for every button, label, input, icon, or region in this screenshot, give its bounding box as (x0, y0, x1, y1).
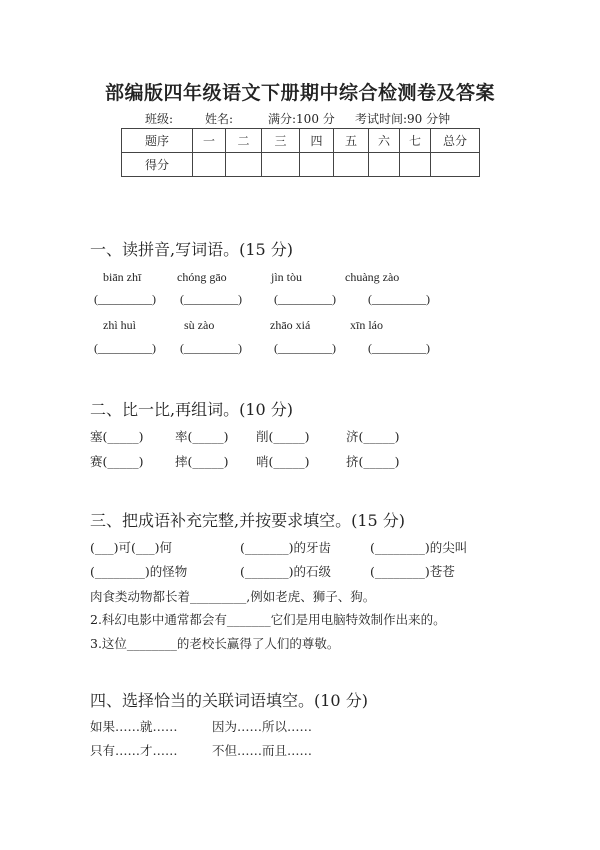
section-3-heading: 三、把成语补充完整,并按要求填空。(15 分) (90, 511, 406, 530)
score-input-cell[interactable] (431, 153, 480, 177)
score-header-cell: 二 (226, 129, 262, 153)
answer-blank[interactable]: (_________) (94, 341, 156, 355)
fill-sentence[interactable]: 3.这位________的老校长赢得了人们的尊敬。 (90, 636, 340, 651)
pinyin-item: xīn láo (350, 318, 383, 332)
pinyin-item: chuàng zào (345, 270, 400, 284)
score-input-cell[interactable] (400, 153, 431, 177)
score-input-cell[interactable] (334, 153, 369, 177)
pinyin-item: zhāo xiá (270, 318, 311, 332)
score-header-cell: 一 (193, 129, 226, 153)
idiom-item[interactable]: (_______)的牙齿 (240, 540, 332, 555)
compare-item[interactable]: 挤(_____) (346, 454, 400, 469)
section-1-heading: 一、读拼音,写词语。(15 分) (90, 240, 294, 259)
score-header-cell: 四 (300, 129, 334, 153)
full-score-label: 满分:100 分 (268, 112, 335, 126)
score-input-cell[interactable] (369, 153, 400, 177)
class-label: 班级: (145, 112, 174, 126)
compare-item[interactable]: 济(_____) (346, 429, 400, 444)
idiom-item[interactable]: (________)的怪物 (90, 564, 188, 579)
answer-blank[interactable]: (_________) (274, 341, 336, 355)
idiom-item[interactable]: (_______)的石级 (240, 564, 332, 579)
page-title: 部编版四年级语文下册期中综合检测卷及答案 (104, 82, 495, 104)
answer-blank[interactable]: (_________) (180, 292, 242, 306)
conjunction-item: 不但……而且…… (212, 743, 313, 758)
compare-item[interactable]: 削(_____) (256, 429, 310, 444)
score-header-cell: 六 (369, 129, 400, 153)
answer-blank[interactable]: (_________) (368, 341, 430, 355)
compare-item[interactable]: 率(_____) (175, 429, 229, 444)
section-4-heading: 四、选择恰当的关联词语填空。(10 分) (90, 691, 368, 710)
pinyin-item: chóng gāo (177, 270, 227, 284)
answer-blank[interactable]: (_________) (180, 341, 242, 355)
score-header-cell: 七 (400, 129, 431, 153)
compare-item[interactable]: 哨(_____) (256, 454, 310, 469)
score-input-cell[interactable] (262, 153, 300, 177)
pinyin-item: jìn tòu (271, 270, 303, 284)
score-table-header-row (122, 129, 480, 153)
conjunction-item: 如果……就…… (90, 719, 178, 734)
answer-blank[interactable]: (_________) (94, 292, 156, 306)
section-2-heading: 二、比一比,再组词。(10 分) (90, 400, 294, 419)
score-input-cell[interactable] (193, 153, 226, 177)
score-header-cell: 五 (334, 129, 369, 153)
conjunction-item: 只有……才…… (90, 743, 178, 758)
conjunction-item: 因为……所以…… (212, 719, 313, 734)
idiom-item[interactable]: (___)可(___)何 (90, 540, 173, 555)
fill-sentence[interactable]: 2.科幻电影中通常都会有_______它们是用电脑特效制作出来的。 (90, 612, 446, 627)
compare-item[interactable]: 摔(_____) (175, 454, 229, 469)
score-table (121, 128, 480, 177)
answer-blank[interactable]: (_________) (274, 292, 336, 306)
idiom-item[interactable]: (________)苍苍 (370, 564, 455, 579)
score-input-cell[interactable] (300, 153, 334, 177)
fill-sentence[interactable]: 肉食类动物都长着_________,例如老虎、狮子、狗。 (90, 589, 376, 604)
score-header-cell: 三 (262, 129, 300, 153)
score-row-label: 得分 (122, 153, 193, 177)
pinyin-item: sù zào (184, 318, 215, 332)
name-label: 姓名: (205, 112, 234, 126)
idiom-item[interactable]: (________)的尖叫 (370, 540, 468, 555)
compare-item[interactable]: 塞(_____) (90, 429, 144, 444)
pinyin-item: zhì huì (103, 318, 136, 332)
score-header-cell: 题序 (122, 129, 193, 153)
pinyin-item: biān zhī (103, 270, 142, 284)
score-table-score-row (122, 153, 480, 177)
score-input-cell[interactable] (226, 153, 262, 177)
exam-time-label: 考试时间:90 分钟 (355, 112, 451, 126)
compare-item[interactable]: 赛(_____) (90, 454, 144, 469)
answer-blank[interactable]: (_________) (368, 292, 430, 306)
score-header-cell: 总分 (431, 129, 480, 153)
